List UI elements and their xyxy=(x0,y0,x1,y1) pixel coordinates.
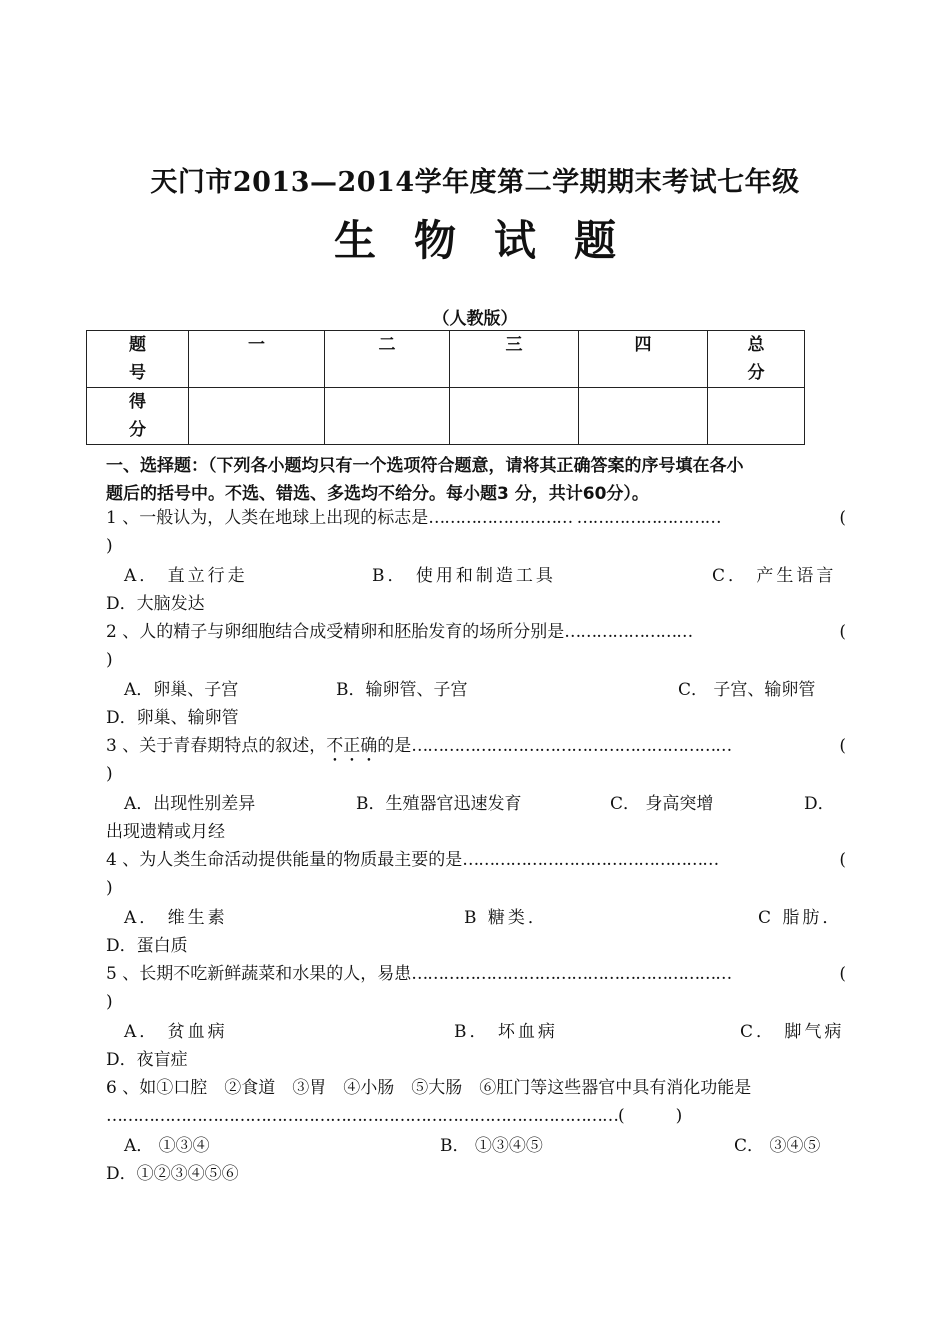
score-table-score-row xyxy=(87,388,805,445)
question-1-option-a: A． 直立行走 xyxy=(124,566,248,586)
question-5-stem: 5 、长期不吃新鲜蔬菜和水果的人，易患…………………………………………………… ( xyxy=(106,964,846,984)
column-header-1: 一 xyxy=(189,331,325,388)
question-5-option-a: A． 贫血病 xyxy=(124,1022,228,1042)
question-2-paren-close: ) xyxy=(106,650,113,670)
score-cell-3[interactable] xyxy=(450,388,579,445)
question-3-option-a: A．出现性别差异 xyxy=(124,794,256,814)
edition-label: （人教版） xyxy=(432,309,518,329)
question-2-stem: 2 、人的精子与卵细胞结合成受精卵和胚胎发育的场所分别是…………………… ( xyxy=(106,622,846,642)
question-5-option-b: B． 坏血病 xyxy=(454,1022,558,1042)
question-3-paren-close: ) xyxy=(106,764,113,784)
question-5-paren-close: ) xyxy=(106,992,113,1012)
question-6-dots-line: ……………………………………………………………………………………( ) xyxy=(106,1106,683,1126)
score-cell-2[interactable] xyxy=(325,388,450,445)
section-instructions: 一、选择题：（下列各小题均只有一个选项符合题意，请将其正确答案的序号填在各小 题后的括号中。不选、错选、多选均不给分。每小题3 分，共计60分）。 xyxy=(106,456,744,504)
question-3-option-d: D． xyxy=(804,794,835,814)
question-4-option-b: B 糖类． xyxy=(464,908,548,928)
question-2-option-c: C． 子宫、输卵管 xyxy=(678,680,816,700)
question-6-option-b: B． ①③④⑤ xyxy=(440,1136,543,1156)
question-5-option-d: D．夜盲症 xyxy=(106,1050,188,1070)
question-5-option-c: C． 脚气病 xyxy=(740,1022,845,1042)
question-6-option-a: A． ①③④ xyxy=(124,1136,210,1156)
column-header-total: 总 分 xyxy=(708,331,805,388)
question-6-option-c: C． ③④⑤ xyxy=(734,1136,821,1156)
column-header-4: 四 xyxy=(579,331,708,388)
column-header-2: 二 xyxy=(325,331,450,388)
score-cell-4[interactable] xyxy=(579,388,708,445)
score-cell-1[interactable] xyxy=(189,388,325,445)
question-1-stem: 1 、一般认为，人类在地球上出现的标志是……………………… ……………………… ( xyxy=(106,508,846,528)
question-2-option-a: A．卵巢、子宫 xyxy=(124,680,239,700)
question-1-paren-close: ) xyxy=(106,536,113,556)
question-3-option-d-text: 出现遗精或月经 xyxy=(106,822,225,842)
question-4-stem: 4 、为人类生命活动提供能量的物质最主要的是………………………………………… ( xyxy=(106,850,846,870)
column-header-3: 三 xyxy=(450,331,579,388)
exam-subject-title: 生物试题 xyxy=(333,216,654,265)
row-header-score: 得 分 xyxy=(87,388,189,445)
question-6-option-d: D．①②③④⑤⑥ xyxy=(106,1164,239,1184)
question-3-stem: 3 、关于青春期特点的叙述，不正确的是…………………………………………………… ( xyxy=(106,736,846,756)
emphasis-not-correct: 不正确 xyxy=(326,736,378,756)
question-6-stem: 6 、如①口腔 ②食道 ③胃 ④小肠 ⑤大肠 ⑥肛门等这些器官中具有消化功能是 xyxy=(106,1078,752,1098)
row-header-question-number: 题 号 xyxy=(87,331,189,388)
question-2-option-b: B．输卵管、子宫 xyxy=(336,680,468,700)
question-1-option-d: D．大脑发达 xyxy=(106,594,205,614)
exam-title: 天门市2013—2014学年度第二学期期末考试七年级 xyxy=(150,167,800,198)
question-4-option-d: D．蛋白质 xyxy=(106,936,188,956)
question-1-option-b: B． 使用和制造工具 xyxy=(372,566,556,586)
question-4-option-c: C 脂肪． xyxy=(758,908,843,928)
question-2-option-d: D．卵巢、输卵管 xyxy=(106,708,239,728)
score-table xyxy=(86,330,805,445)
question-1-option-c: C． 产生语言 xyxy=(712,566,837,586)
score-cell-total[interactable] xyxy=(708,388,805,445)
question-4-paren-close: ) xyxy=(106,878,113,898)
question-3-option-b: B．生殖器官迅速发育 xyxy=(356,794,522,814)
question-3-option-c: C． 身高突增 xyxy=(610,794,714,814)
question-4-option-a: A． 维生素 xyxy=(124,908,228,928)
score-table-header-row xyxy=(87,331,805,388)
